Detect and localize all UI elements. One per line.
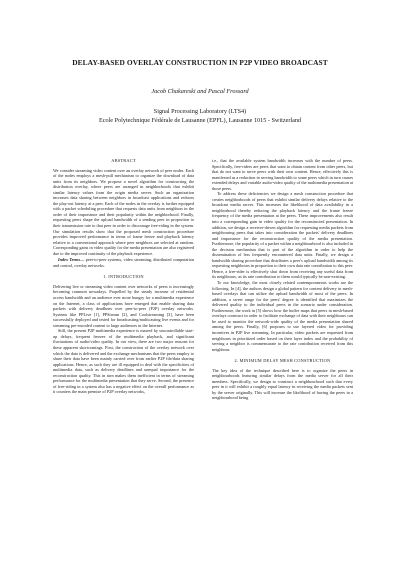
introduction-paragraph-2: Still, the present P2P multimedia experience is marred by uncontrollable start-up delays, frequent freezes of the multimedia playback, and significant fluctuations of audio/video quality. In our view, there are two major reasons for these apparent shortcomings. First, the construction of the overlay network over which the data is delivered and the exchange mechanisms that the peers employ to share their data have been mainly carried over from earlier P2P file/data sharing applications. Hence, as such they are ill equipped to deal with the specificities of multimedia data, such as delivery deadlines and unequal importance for the reconstruction quality. This in turn makes them inefficient in terms of streaming performance for the multimedia presentation that they serve. Second, the presence of free-riding in a system also has a negative effect on the overall performance as it counters the main premise of P2P overlay networks, <box>53 328 194 395</box>
paper-authors: Jacob Chakareski and Pascal Frossard <box>151 88 249 95</box>
left-column <box>53 158 194 395</box>
index-terms <box>53 257 194 268</box>
section2-heading: 2. MINIMUM DELAY MESH CONSTRUCTION <box>234 358 331 364</box>
introduction-paragraph-1: Delivering live or streaming video content over networks of peers is increasingly becoming common nowadays. Propelled by the steady increase of residential access bandwidth and an audience ever more hungry for a multimedia experience on the Internet, a class of applications have emerged that enable sharing data packets with delivery deadlines over peer-to-peer (P2P) overlay networks. Systems like PPLive [1], PPStream [2], and Coolstreaming [3], have been successfully deployed and tested for broadcasting/multicasting live events and for streaming pre-encoded content to large audiences in the Internet. <box>53 283 194 328</box>
right-paragraph-2: To address these deficiencies we design a mesh construction procedure that creates neighborhoods of peers that exhibit similar delivery delays relative to the broadcast media server. This increases the likelihood of data availability in a neighborhood thereby reducing the playback latency and the frame freeze frequency of the media presentation at the peers. These improvements also result into a corresponding gain in video quality for the reconstructed presentation. In addition, we design a receiver-driven algorithm for requesting media packets from neighbouring peers that takes into consideration the packets' delivery deadlines and importance for the reconstruction quality of the media presentation. Furthermore, the popularity of a packet within a neighbourhood is also included in the decision mechanism that is part of the algorithm in order to help the dissemination of less frequently encountered data units. Finally, we design a bandwidth sharing procedure that distributes a peer's upload bandwidth among its requesting neighbours in proportion to their own data rate contribution to this peer. Hence, a free-rider is effectively shut down from receiving any useful data from its neighbours, as its rate contribution to them would typically be non-existing. <box>212 191 353 280</box>
paper-title: DELAY-BASED OVERLAY CONSTRUCTION IN P2P VIDEO BROADCAST <box>72 58 328 67</box>
abstract-text: We consider streaming video content over an overlay network of peer nodes. Each of the nodes employs a mesh-pull mechanism to organize the download of data units from its neighbors. We propose a novel algorithm for constructing the distribution overlay, where peers are arranged in neighborhoods that exhibit similar latency values from the origin media server. Such an organization increases data sharing between neighbors in broadcast applications and reduces the play-out latency at a peer. Each of the nodes in the overlay is further equipped with a packet scheduling procedure that requests data units from neighbors in the order of their importance and their popularity within the neighborhood. Finally, requesting peers shape the upload bandwidth of a sending peer in proportion to their transmission rate to that peer in order to discourage free-riding in the system. Our simulation results show that the proposed mesh construction procedure provides improved performance in terms of frame freeze and playback latency relative to a conventional approach where peer neighbors are selected at random. Corresponding gains in video quality for the media presentation are also registered due to the improved continuity of the playback experience. <box>53 167 194 256</box>
index-terms-text: peer-to-peer systems, video streaming, distributed computation and control, overlay networks. <box>53 257 195 268</box>
introduction-heading: 1. INTRODUCTION <box>103 274 144 280</box>
right-paragraph-1: i.e., that the available system bandwidth increases with the number of peers. Specifically, free-riders are peers that want to obtain content from other peers, but that do not want to serve peers with their own content. Hence, effectively this is manifested as a reduction in serving bandwidth to some peers which in turn causes extended delays and variable audio-video quality of the multimedia presentation at those peers. <box>212 158 353 191</box>
index-terms-label: Index Terms— <box>58 257 85 263</box>
right-paragraph-3: To our knowledge, the most closely related contemporaneous works are the following. In [4], the authors design a global pattern for content delivery in mesh-based overlays that can utilize the upload bandwidth of most of the peers. In addition, a sweet range for the peers' degree is identified that maximizes the delivered quality to the individual peers in the scenario under consideration. Furthermore, the work in [5] shows how the buffer maps that peers in mesh-based overlays construct in order to facilitate exchange of data with their neighbours can be used to monitor the network-wide quality of the media presentation shared among the peers. Finally, [6] proposes to use layered video for providing incentives in P2P live streaming. In particular, video packets are requested from neighbours in prioritized order based on their layer index and the probability of serving a neighbor is commensurate to the rate contribution received from this neighbour. <box>212 280 353 352</box>
section2-paragraph-1: The key idea of the technique described here is to organize the peers in neighbourhoods featuring similar delays from the media server for all their members. Specifically, we design to construct a neighbourhood such that every peer in it will exhibit a roughly equal latency in receiving the media packets sent by the server originally. This will increase the likelihood of having the peers in a neighbourhood being <box>212 367 353 401</box>
affiliation-lab: Signal Processing Laboratory (LTS4) <box>153 108 247 115</box>
affiliation-school: Ecole Polytechnique Fédérale de Lausanne (EPFL), Lausanne 1015 - Switzerland <box>98 117 302 124</box>
right-column <box>212 158 353 401</box>
abstract-heading: ABSTRACT <box>111 158 136 163</box>
